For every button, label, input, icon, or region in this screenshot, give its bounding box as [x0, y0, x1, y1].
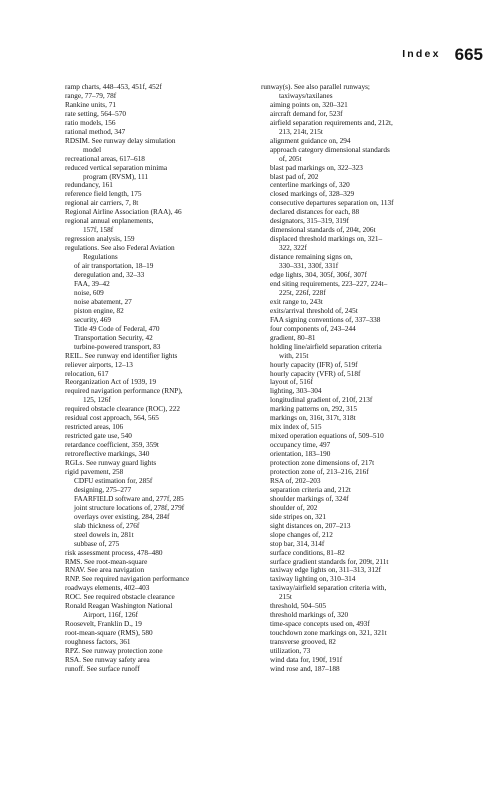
index-subentry: security, 469	[74, 315, 111, 324]
index-subentry: FAA, 39–42	[74, 279, 110, 288]
index-subentry: four components of, 243–244	[270, 324, 356, 333]
index-entry: runway(s). See also parallel runways;	[261, 83, 370, 91]
index-subentry: sight distances on, 207–213	[270, 521, 351, 530]
index-entry: required obstacle clearance (ROC), 222	[65, 405, 180, 414]
index-entry-continuation: 322, 322f	[279, 244, 307, 253]
index-subentry: FAA signing conventions of, 337–338	[270, 315, 381, 324]
index-column-right	[261, 83, 464, 674]
index-subentry: hourly capacity (VFR) of, 518f	[270, 369, 361, 378]
index-subentry: CDFU estimation for, 285f	[74, 476, 153, 485]
index-subentry: blast pad markings on, 322–323	[270, 163, 363, 172]
index-subentry: mixed operation equations of, 509–510	[270, 432, 384, 441]
index-subentry: separation criteria and, 212t	[270, 485, 351, 494]
index-entry-continuation: 125, 126f	[83, 396, 111, 405]
index-entry: regulations. See also Federal Aviation	[65, 244, 175, 253]
index-subentry: approach category dimensional standards	[270, 145, 390, 154]
index-subentry: edge lights, 304, 305f, 306f, 307f	[270, 271, 367, 280]
index-entry: ramp charts, 448–453, 451f, 452f	[65, 83, 162, 91]
index-subentry: mix index of, 515	[270, 423, 322, 432]
index-subentry: hourly capacity (IFR) of, 519f	[270, 360, 358, 369]
index-entry: retroreflective markings, 340	[65, 450, 150, 459]
index-subentry: subbase of, 275	[74, 539, 120, 548]
index-subentry: RSA of, 202–203	[270, 476, 321, 485]
index-subentry: shoulder markings of, 324f	[270, 494, 349, 503]
index-entry: regional annual enplanements,	[65, 217, 154, 226]
index-entry: Rankine units, 71	[65, 100, 116, 109]
index-subentry: lighting, 303–304	[270, 387, 322, 396]
index-entry: RMS. See root-mean-square	[65, 557, 148, 566]
index-entry: residual cost approach, 564, 565	[65, 414, 159, 423]
index-subentry: taxiway lighting on, 310–314	[270, 575, 356, 584]
index-subentry: marking patterns on, 292, 315	[270, 405, 357, 414]
index-entry-continuation: model	[83, 145, 102, 154]
index-entry-continuation: 225t, 226f, 228f	[279, 288, 326, 297]
index-entry: reliever airports, 12–13	[65, 360, 133, 369]
index-subentry: utilization, 73	[270, 647, 311, 656]
index-entry: rigid pavement, 258	[65, 467, 124, 476]
index-entry: RNAV. See area navigation	[65, 566, 145, 575]
index-entry-continuation: taxiways/taxilanes	[279, 91, 333, 100]
index-subentry: longitudinal gradient of, 210f, 213f	[270, 396, 373, 405]
index-subentry: taxiway edge lights on, 311–313, 312f	[270, 566, 382, 575]
index-entry: RPZ. See runway protection zone	[65, 647, 163, 656]
index-subentry: declared distances for each, 88	[270, 208, 360, 217]
index-subentry: Title 49 Code of Federal, 470	[74, 324, 160, 333]
index-entry: rational method, 347	[65, 127, 126, 136]
index-entry-continuation: of, 205t	[279, 154, 302, 163]
index-subentry: surface conditions, 81–82	[270, 548, 345, 557]
index-subentry: threshold, 504–505	[270, 602, 326, 611]
index-subentry: Transportation Security, 42	[74, 333, 153, 342]
index-subentry: FAARFIELD software and, 277f, 285	[74, 494, 184, 503]
index-subentry: of air transportation, 18–19	[74, 262, 154, 271]
index-subentry: centerline markings of, 320	[270, 181, 350, 190]
index-subentry: side stripes on, 321	[270, 512, 326, 521]
index-entry: RDSIM. See runway delay simulation	[65, 136, 176, 145]
index-entry: runoff. See surface runoff	[65, 664, 140, 673]
index-entry: REIL. See runway end identifier lights	[65, 351, 178, 360]
index-entry: Ronald Reagan Washington National	[65, 602, 173, 611]
index-column-left	[65, 83, 255, 674]
index-subentry: slab thickness of, 276f	[74, 521, 140, 530]
index-subentry: displaced threshold markings on, 321–	[270, 235, 383, 244]
index-subentry: slope changes of, 212	[270, 530, 333, 539]
index-entry-continuation: Regulations	[83, 253, 118, 262]
index-entry: RSA. See runway safety area	[65, 656, 150, 664]
index-subentry: airfield separation requirements and, 212t,	[270, 118, 393, 127]
index-subentry: blast pad of, 202	[270, 172, 319, 181]
page-number: 665	[454, 45, 483, 64]
index-subentry: dimensional standards of, 204t, 206t	[270, 226, 376, 235]
index-entry: retardance coefficient, 359, 359t	[65, 441, 159, 450]
index-entry: required navigation performance (RNP),	[65, 387, 183, 396]
index-subentry: taxiway/airfield separation criteria with,	[270, 584, 387, 593]
index-entry-continuation: 215t	[279, 593, 292, 602]
index-subentry: markings on, 316t, 317t, 318t	[270, 414, 356, 423]
index-subentry: joint structure locations of, 278f, 279f	[74, 503, 185, 512]
index-entry: Roosevelt, Franklin D., 19	[65, 620, 142, 629]
index-subentry: closed markings of, 328–329	[270, 190, 355, 199]
index-entry: regional air carriers, 7, 8t	[65, 199, 139, 208]
index-entry: restricted gate use, 540	[65, 432, 132, 441]
index-subentry: deregulation and, 32–33	[74, 271, 145, 280]
index-subentry: protection zone dimensions of, 217t	[270, 459, 375, 468]
index-entry: redundancy, 161	[65, 181, 113, 190]
index-entry: Regional Airline Association (RAA), 46	[65, 208, 182, 217]
index-subentry: aircraft demand for, 523f	[270, 109, 343, 118]
index-subentry: time-space concepts used on, 493f	[270, 620, 370, 629]
index-subentry: stop bar, 314, 314f	[270, 539, 325, 548]
index-entry: reduced vertical separation minima	[65, 163, 168, 172]
index-entry-continuation: with, 215t	[279, 351, 309, 360]
index-entry-continuation: 157f, 158f	[83, 226, 114, 235]
index-subentry: occupancy time, 497	[270, 441, 331, 450]
index-entry: RGLs. See runway guard lights	[65, 459, 157, 468]
index-subentry: overlays over existing, 284, 284f	[74, 512, 170, 521]
index-subentry: gradient, 80–81	[270, 333, 316, 342]
index-subentry: shoulder of, 202	[270, 503, 318, 512]
index-subentry: orientation, 183–190	[270, 450, 331, 459]
index-subentry: threshold markings of, 320	[270, 611, 349, 620]
index-entry: reference field length, 175	[65, 190, 142, 199]
index-subentry: exits/arrival threshold of, 245t	[270, 306, 358, 315]
index-entry-continuation: program (RVSM), 111	[83, 172, 149, 181]
index-subentry: surface gradient standards for, 209t, 211t	[270, 557, 389, 566]
index-entry: relocation, 617	[65, 369, 109, 378]
index-entry: ratio models, 156	[65, 118, 116, 127]
index-subentry: distance remaining signs on,	[270, 253, 353, 262]
index-entry: RNP. See required navigation performance	[65, 575, 190, 584]
index-subentry: wind rose and, 187–188	[270, 664, 340, 673]
index-entry: risk assessment process, 478–480	[65, 548, 163, 557]
index-subentry: aiming points on, 320–321	[270, 100, 348, 109]
index-subentry: designators, 315–319, 319f	[270, 217, 349, 226]
index-subentry: end siting requirements, 223–227, 224t–	[270, 279, 388, 288]
index-subentry: touchdown zone markings on, 321, 321t	[270, 629, 387, 638]
index-entry: restricted areas, 106	[65, 423, 124, 432]
index-entry-continuation: 213, 214t, 215t	[279, 127, 323, 136]
index-entry-continuation: 330–331, 330f, 331f	[279, 262, 339, 271]
index-subentry: steel dowels in, 281t	[74, 530, 134, 539]
index-entry: roadways elements, 402–403	[65, 584, 150, 593]
index-entry: regression analysis, 159	[65, 235, 135, 244]
index-subentry: alignment guidance on, 294	[270, 136, 351, 145]
index-subentry: consecutive departures separation on, 113f	[270, 199, 394, 208]
header-title: Index	[402, 48, 441, 60]
running-header	[402, 40, 483, 64]
index-entry: ROC. See required obstacle clearance	[65, 593, 175, 602]
index-entry: root-mean-square (RMS), 580	[65, 629, 153, 638]
index-entry: Reorganization Act of 1939, 19	[65, 378, 157, 387]
index-subentry: transverse grooved, 82	[270, 638, 336, 647]
index-entry: roughness factors, 361	[65, 638, 131, 647]
index-entry-continuation: Airport, 116f, 126f	[83, 611, 138, 620]
index-entry: rate setting, 564–570	[65, 109, 127, 118]
index-subentry: exit range to, 243t	[270, 297, 323, 306]
index-subentry: layout of, 516f	[270, 378, 313, 387]
index-subentry: piston engine, 82	[74, 306, 124, 315]
index-subentry: turbine-powered transport, 83	[74, 342, 161, 351]
index-entry: range, 77–79, 78f	[65, 91, 117, 100]
index-entry: recreational areas, 617–618	[65, 154, 145, 163]
index-subentry: wind data for, 190f, 191f	[270, 656, 343, 664]
index-subentry: protection zone of, 213–216, 216f	[270, 467, 369, 476]
index-subentry: designing, 275–277	[74, 485, 132, 494]
index-subentry: holding line/airfield separation criteria	[270, 342, 382, 351]
index-subentry: noise, 609	[74, 288, 104, 297]
index-subentry: noise abatement, 27	[74, 297, 132, 306]
